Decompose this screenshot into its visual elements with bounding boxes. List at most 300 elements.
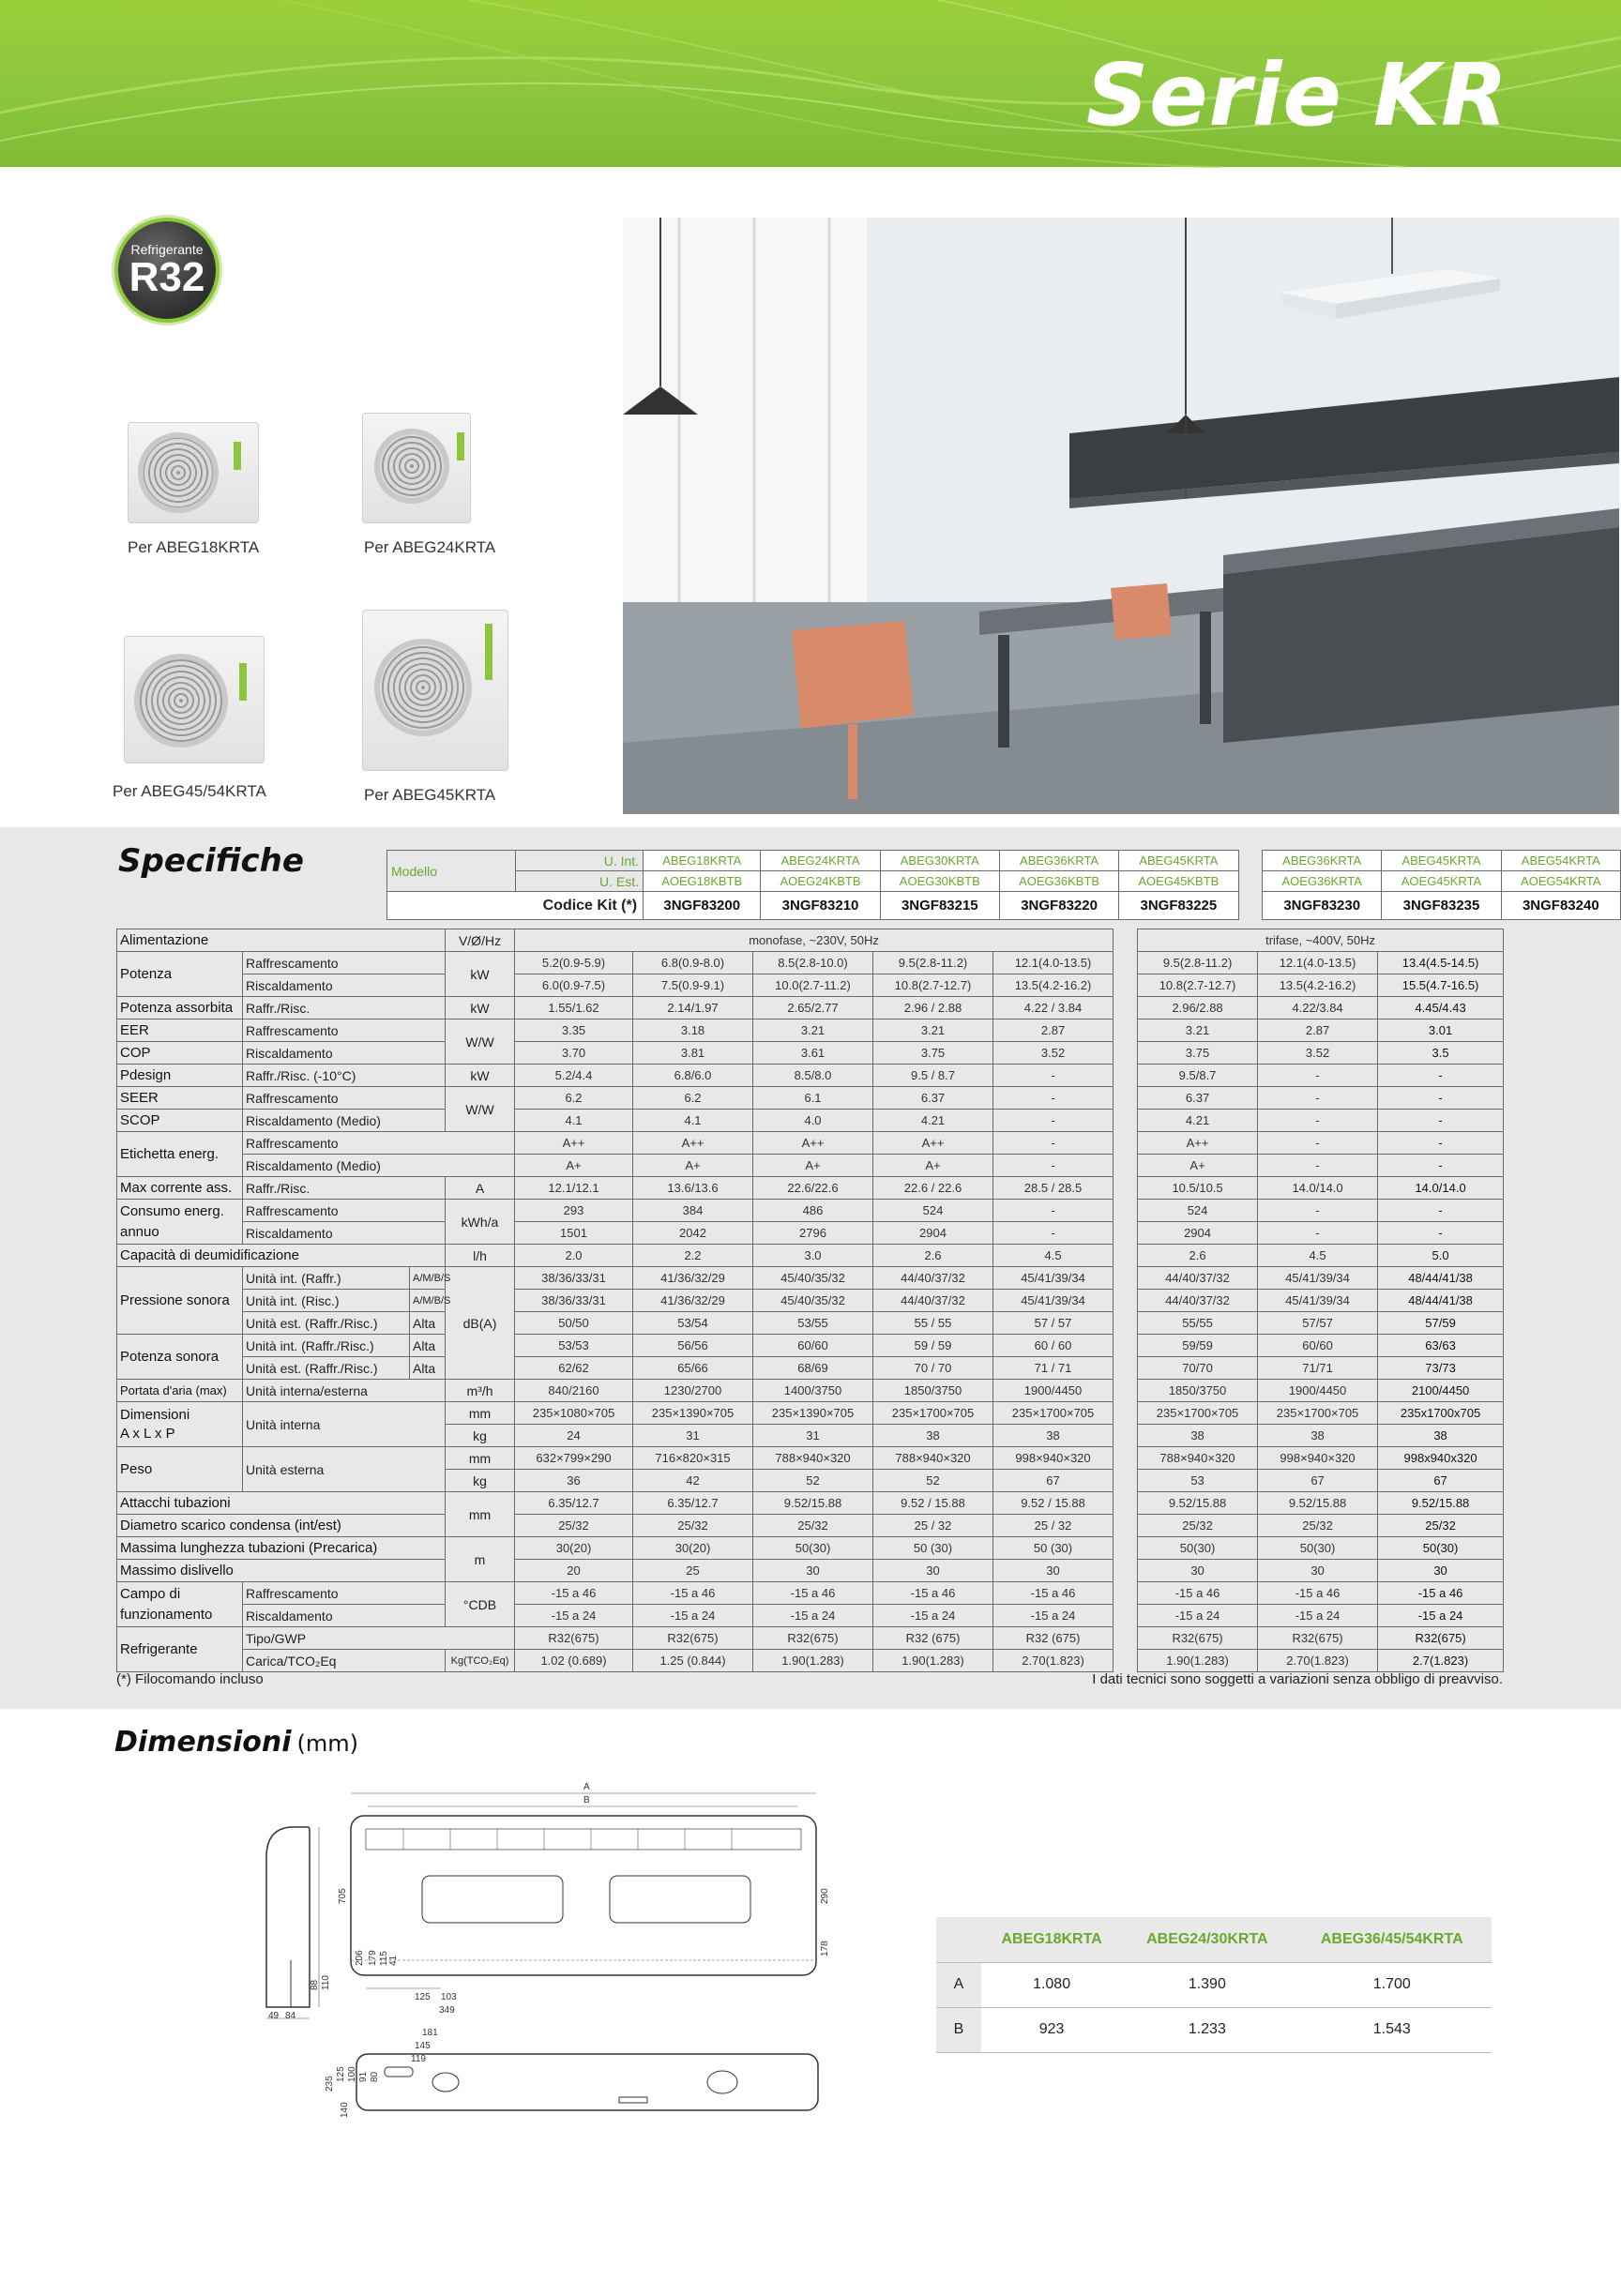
row-sublabel: Unità int. (Raffr.) [243,1267,410,1290]
value-cell: 4.21 [1138,1110,1258,1132]
value-cell: 25/32 [753,1515,873,1537]
value-cell: 716×820×315 [633,1447,753,1470]
row-sublabel: Carica/TCO₂Eq [243,1650,446,1672]
table-row [117,1357,1504,1380]
value-cell: 55 / 55 [873,1312,993,1335]
value-cell: 67 [1378,1470,1504,1492]
dimensions-row-label: A [936,1962,981,2007]
value-cell: 68/69 [753,1357,873,1380]
value-cell: 7.5(0.9-9.1) [633,974,753,997]
value-cell: 4.0 [753,1110,873,1132]
value-cell: 13.6/13.6 [633,1177,753,1200]
value-cell: 38 [1258,1425,1378,1447]
model-int-cell: ABEG24KRTA [761,851,880,871]
model-int-cell: ABEG45KRTA [1382,851,1501,871]
value-cell: 1230/2700 [633,1380,753,1402]
value-cell: 12.1(4.0-13.5) [1258,952,1378,974]
value-cell: 9.52 / 15.88 [873,1492,993,1515]
row-sublabel: Raffrescamento [243,1200,446,1222]
value-cell: 10.5/10.5 [1138,1177,1258,1200]
model-est-cell: AOEG24KBTB [761,871,880,892]
value-cell: 45/40/35/32 [753,1267,873,1290]
model-est-cell: AOEG36KBTB [999,871,1118,892]
row-label: Portata d'aria (max) [117,1380,243,1402]
value-cell: 50(30) [1378,1537,1504,1560]
dim-number: 178 [820,1941,830,1956]
value-cell: 4.5 [1258,1245,1378,1267]
unit-cell: dB(A) [446,1267,515,1380]
value-cell: 1900/4450 [1258,1380,1378,1402]
value-cell: - [1378,1222,1504,1245]
value-cell: 3.75 [873,1042,993,1065]
value-cell: - [993,1222,1113,1245]
dim-number: 125 [336,2066,346,2082]
value-cell: -15 a 24 [1138,1605,1258,1627]
value-cell: 3.21 [873,1020,993,1042]
row-sublabel: Riscaldamento (Medio) [243,1110,446,1132]
value-cell: 30 [1138,1560,1258,1582]
value-cell: - [1258,1110,1378,1132]
model-est-cell: AOEG45KRTA [1382,871,1501,892]
value-cell: 60/60 [753,1335,873,1357]
specifications-table [116,929,1504,1672]
unit-cell: V/Ø/Hz [446,929,515,952]
model-int-cell: ABEG36KRTA [1263,851,1382,871]
dim-number: 349 [439,2005,455,2016]
value-cell: -15 a 24 [633,1605,753,1627]
unit-cell: °CDB [446,1582,515,1627]
value-cell: 2796 [753,1222,873,1245]
value-cell: - [1258,1155,1378,1177]
unit-cell: W/W [446,1020,515,1065]
row-label: SEER [117,1087,243,1110]
table-row [117,1582,1504,1605]
value-cell: 788×940×320 [753,1447,873,1470]
value-cell: - [993,1087,1113,1110]
row-sublabel: Raffrescamento [243,1582,446,1605]
value-cell: - [993,1200,1113,1222]
outdoor-unit-caption: Per ABEG45KRTA [364,786,496,804]
dimensions-title-text: Dimensioni [114,1726,292,1759]
dim-label-a: A [583,1782,590,1792]
kit-code-cell: 3NGF83225 [1119,892,1238,920]
value-cell: 2.96/2.88 [1138,997,1258,1020]
row-sublabel: Raffr./Risc. (-10°C) [243,1065,446,1087]
row-label: Massima lunghezza tubazioni (Precarica) [117,1537,446,1560]
value-cell: 44/40/37/32 [873,1290,993,1312]
table-row [117,1042,1504,1065]
value-cell: 4.45/4.43 [1378,997,1504,1020]
value-cell: 3.5 [1378,1042,1504,1065]
value-cell: 2.65/2.77 [753,997,873,1020]
value-cell: - [1258,1200,1378,1222]
value-cell: - [1378,1065,1504,1087]
dim-number: 80 [370,2071,380,2082]
value-cell: 1501 [515,1222,633,1245]
value-cell: 9.52 / 15.88 [993,1492,1113,1515]
table-row [117,1110,1504,1132]
value-cell: 2.0 [515,1245,633,1267]
value-cell: 38 [993,1425,1113,1447]
value-cell: R32(675) [1258,1627,1378,1650]
value-cell: 25/32 [633,1515,753,1537]
model-est-cell: AOEG54KRTA [1501,871,1620,892]
value-cell: - [993,1110,1113,1132]
value-cell: 10.8(2.7-12.7) [1138,974,1258,997]
value-cell: 788×940×320 [873,1447,993,1470]
value-cell: -15 a 46 [1258,1582,1378,1605]
value-cell: - [1378,1132,1504,1155]
row-label [117,1402,243,1447]
value-cell: R32(675) [1378,1627,1504,1650]
badge-value: R32 [129,254,205,300]
table-row [117,1132,1504,1155]
brand-logo-icon [457,432,464,461]
dim-number: 705 [338,1888,348,1904]
row-label: Refrigerante [117,1627,243,1672]
value-cell: 1850/3750 [873,1380,993,1402]
value-cell: 2.87 [1258,1020,1378,1042]
value-cell: 57/59 [1378,1312,1504,1335]
value-cell: 8.5/8.0 [753,1065,873,1087]
value-cell: A++ [1138,1132,1258,1155]
dimensions-column-header: ABEG18KRTA [981,1917,1122,1962]
table-row [117,1627,1504,1650]
model-header-table [386,850,1621,920]
value-cell: 3.01 [1378,1020,1504,1042]
dimensions-value: 1.543 [1293,2007,1492,2052]
row-sublabel: Riscaldamento [243,1605,446,1627]
value-cell: 71 / 71 [993,1357,1113,1380]
unit-cell: kW [446,997,515,1020]
unit-cell: mm [446,1447,515,1470]
row-sublabel: Riscaldamento [243,1042,446,1065]
unit-cell: A [446,1177,515,1200]
value-cell: 2.7(1.823) [1378,1650,1504,1672]
unit-cell: kg [446,1470,515,1492]
r32-refrigerant-badge [114,218,220,323]
dimensions-value: 1.080 [981,1962,1122,2007]
value-cell: 6.35/12.7 [515,1492,633,1515]
value-cell: 2.87 [993,1020,1113,1042]
row-label: EER [117,1020,243,1042]
dim-number: 103 [441,1992,457,2002]
value-cell: 10.8(2.7-12.7) [873,974,993,997]
value-cell: 4.22 / 3.84 [993,997,1113,1020]
dim-number: 91 [358,2071,369,2082]
office-ceiling-unit-photo [623,218,1619,814]
outdoor-unit-45 [362,610,508,804]
value-cell: 9.52/15.88 [1378,1492,1504,1515]
value-cell: 50(30) [1258,1537,1378,1560]
value-cell: 57/57 [1258,1312,1378,1335]
value-cell: A+ [633,1155,753,1177]
table-row [117,1177,1504,1200]
row-sublabel: Raffr./Risc. [243,997,446,1020]
header-banner [0,0,1621,167]
unit-cell: l/h [446,1245,515,1267]
value-cell: 53 [1138,1470,1258,1492]
value-cell: 73/73 [1378,1357,1504,1380]
value-cell: 1.02 (0.689) [515,1650,633,1672]
table-row [117,1290,1504,1312]
value-cell: 24 [515,1425,633,1447]
empty-header-cell [936,1917,981,1962]
table-row [117,974,1504,997]
outdoor-unit-image [362,610,508,771]
value-cell: 50(30) [1138,1537,1258,1560]
value-cell: 3.75 [1138,1042,1258,1065]
row-sublabel: Unità esterna [243,1447,446,1492]
dim-number: 206 [355,1950,365,1966]
value-cell: -15 a 46 [1138,1582,1258,1605]
value-cell: 384 [633,1200,753,1222]
dim-number: 88 [310,1979,320,1990]
fan-grille-icon [374,429,449,504]
row-sublabel: Unità est. (Raffr./Risc.) [243,1357,410,1380]
value-cell: 235×1080×705 [515,1402,633,1425]
value-cell: -15 a 24 [515,1605,633,1627]
dim-label-b: B [583,1795,590,1805]
table-row [117,1335,1504,1357]
value-cell: 6.35/12.7 [633,1492,753,1515]
unit-cell: kW [446,952,515,997]
value-cell: 4.5 [993,1245,1113,1267]
value-cell: - [1378,1087,1504,1110]
dimensions-value: 1.233 [1122,2007,1292,2052]
value-cell: 5.0 [1378,1245,1504,1267]
row-label: COP [117,1042,243,1065]
dimension-drawings [253,1773,854,2129]
row-sublabel: Raffrescamento [243,1020,446,1042]
outdoor-unit-image [128,422,259,523]
value-cell: 2042 [633,1222,753,1245]
value-cell: - [1258,1065,1378,1087]
value-cell: 22.6 / 22.6 [873,1177,993,1200]
value-cell: 60/60 [1258,1335,1378,1357]
dimensions-header-row [936,1917,1492,1962]
value-cell: A++ [873,1132,993,1155]
value-cell: 30 [873,1560,993,1582]
value-cell: 71/71 [1258,1357,1378,1380]
value-cell: 235×1700×705 [1258,1402,1378,1425]
value-cell: 25/32 [1258,1515,1378,1537]
row-sublabel: Tipo/GWP [243,1627,515,1650]
dim-number: 119 [411,2054,426,2064]
value-cell: 3.0 [753,1245,873,1267]
table-row [117,1605,1504,1627]
brand-logo-icon [234,442,241,470]
value-cell: 2100/4450 [1378,1380,1504,1402]
value-cell: 632×799×290 [515,1447,633,1470]
row-label: Diametro scarico condensa (int/est) [117,1515,446,1537]
value-cell: 524 [873,1200,993,1222]
row-sublabel: Raffrescamento [243,1087,446,1110]
model-est-cell: AOEG30KBTB [880,871,999,892]
dim-number: 140 [340,2102,350,2118]
table-row [936,2007,1492,2052]
value-cell: -15 a 24 [1258,1605,1378,1627]
value-cell: 44/40/37/32 [873,1267,993,1290]
value-cell: 13.5(4.2-16.2) [993,974,1113,997]
value-cell: A+ [753,1155,873,1177]
dim-number: 100 [347,2066,357,2082]
value-cell: 25/32 [515,1515,633,1537]
dim-number: 115 [379,1951,389,1966]
value-cell: 50 (30) [993,1537,1113,1560]
value-cell: A+ [873,1155,993,1177]
value-cell: -15 a 24 [1378,1605,1504,1627]
dim-number: 145 [415,2041,431,2051]
value-cell: 9.52/15.88 [753,1492,873,1515]
value-cell: 30(20) [515,1537,633,1560]
table-row [117,1402,1504,1425]
row-label: Consumo energ. annuo [117,1200,243,1245]
value-cell: A+ [1138,1155,1258,1177]
kit-code-cell: 3NGF83215 [880,892,999,920]
value-cell: A++ [753,1132,873,1155]
dimensions-table [936,1917,1492,2053]
value-cell: -15 a 46 [515,1582,633,1605]
table-row [117,1447,1504,1470]
value-cell: 25/32 [1378,1515,1504,1537]
dimensions-value: 1.700 [1293,1962,1492,2007]
value-cell: 38 [1138,1425,1258,1447]
value-cell: 9.5 / 8.7 [873,1065,993,1087]
value-cell: 4.22/3.84 [1258,997,1378,1020]
kit-code-cell: 3NGF83220 [999,892,1118,920]
value-cell: 235×1390×705 [753,1402,873,1425]
value-cell: 1.90(1.283) [873,1650,993,1672]
row-label: Max corrente ass. [117,1177,243,1200]
value-cell: 30 [993,1560,1113,1582]
value-cell: monofase, ~230V, 50Hz [515,929,1113,952]
dim-number: 179 [368,1950,378,1966]
value-cell: -15 a 46 [633,1582,753,1605]
dim-number: 110 [321,1975,331,1990]
model-est-cell: AOEG36KRTA [1263,871,1382,892]
dimensions-value: 923 [981,2007,1122,2052]
value-cell: 1900/4450 [993,1380,1113,1402]
value-cell: 998×940×320 [993,1447,1113,1470]
value-cell: 1.25 (0.844) [633,1650,753,1672]
unit-cell: m [446,1537,515,1582]
value-cell: R32 (675) [873,1627,993,1650]
value-cell: -15 a 24 [873,1605,993,1627]
value-cell: 48/44/41/38 [1378,1267,1504,1290]
table-row [117,929,1504,952]
row-label: Capacità di deumidificazione [117,1245,446,1267]
disclaimer: I dati tecnici sono soggetti a variazioni senza obbligo di preavviso. [1092,1671,1503,1687]
value-cell: 36 [515,1470,633,1492]
value-cell: 3.21 [1138,1020,1258,1042]
outdoor-unit-caption: Per ABEG24KRTA [364,538,496,556]
value-cell: 53/53 [515,1335,633,1357]
table-row [117,1492,1504,1515]
table-row [117,952,1504,974]
model-int-cell: ABEG45KRTA [1119,851,1238,871]
unit-cell: kg [446,1425,515,1447]
value-cell: 30 [753,1560,873,1582]
value-cell: 235×1700×705 [1138,1402,1258,1425]
row-sublabel: Raffrescamento [243,1132,515,1155]
value-cell: 38/36/33/31 [515,1290,633,1312]
value-cell: 3.18 [633,1020,753,1042]
value-cell: 1850/3750 [1138,1380,1258,1402]
value-cell: 13.5(4.2-16.2) [1258,974,1378,997]
value-cell: R32(675) [1138,1627,1258,1650]
value-cell: 10.0(2.7-11.2) [753,974,873,997]
value-cell: 293 [515,1200,633,1222]
value-cell: 4.1 [515,1110,633,1132]
table-row [117,1245,1504,1267]
value-cell: 38 [873,1425,993,1447]
value-cell: 2.6 [873,1245,993,1267]
value-cell: 6.8(0.9-8.0) [633,952,753,974]
row-sublabel: Raffr./Risc. [243,1177,446,1200]
unit-cell: kW [446,1065,515,1087]
kit-code-cell: 3NGF83230 [1263,892,1382,920]
row-label: SCOP [117,1110,243,1132]
value-cell: 9.5/8.7 [1138,1065,1258,1087]
value-cell: -15 a 46 [1378,1582,1504,1605]
table-row [117,1650,1504,1672]
value-cell: 3.70 [515,1042,633,1065]
value-cell: 30 [1258,1560,1378,1582]
kit-code-cell: 3NGF83240 [1501,892,1620,920]
value-cell: 15.5(4.7-16.5) [1378,974,1504,997]
dimension-labels [268,1782,830,2118]
model-est-cell: AOEG45KBTB [1119,871,1238,892]
table-row [117,1560,1504,1582]
value-cell: 56/56 [633,1335,753,1357]
fan-grille-icon [134,654,228,748]
value-cell: 6.1 [753,1087,873,1110]
fan-grille-icon [374,639,472,736]
value-cell: 31 [633,1425,753,1447]
value-cell: 31 [753,1425,873,1447]
value-cell: 25 / 32 [873,1515,993,1537]
kit-code-cell: 3NGF83235 [1382,892,1501,920]
model-int-cell: ABEG30KRTA [880,851,999,871]
value-cell: 45/41/39/34 [993,1290,1113,1312]
value-cell: 20 [515,1560,633,1582]
unit-cell: W/W [446,1087,515,1132]
row-label: Campo di funzionamento [117,1582,243,1627]
badge-label: Refrigerante [130,242,204,257]
value-cell: 45/41/39/34 [1258,1290,1378,1312]
value-cell: 25/32 [1138,1515,1258,1537]
value-cell: 235×1700×705 [873,1402,993,1425]
value-cell: 998x940x320 [1378,1447,1504,1470]
brand-logo-icon [485,624,492,680]
value-cell: 5.2/4.4 [515,1065,633,1087]
kit-code-cell: 3NGF83210 [761,892,880,920]
value-cell: 13.4(4.5-14.5) [1378,952,1504,974]
value-cell: 45/41/39/34 [993,1267,1113,1290]
row-label: Pressione sonora [117,1267,243,1335]
value-cell: 70/70 [1138,1357,1258,1380]
codice-kit-label: Codice Kit (*) [387,892,644,920]
value-cell: 6.37 [873,1087,993,1110]
row-sublabel: Unità interna/esterna [243,1380,446,1402]
value-cell: 2.96 / 2.88 [873,997,993,1020]
unit-cell: Kg(TCO₂Eq) [446,1650,515,1672]
dimensions-row-label: B [936,2007,981,2052]
value-cell: 59 / 59 [873,1335,993,1357]
value-cell: 3.81 [633,1042,753,1065]
table-row [117,1380,1504,1402]
